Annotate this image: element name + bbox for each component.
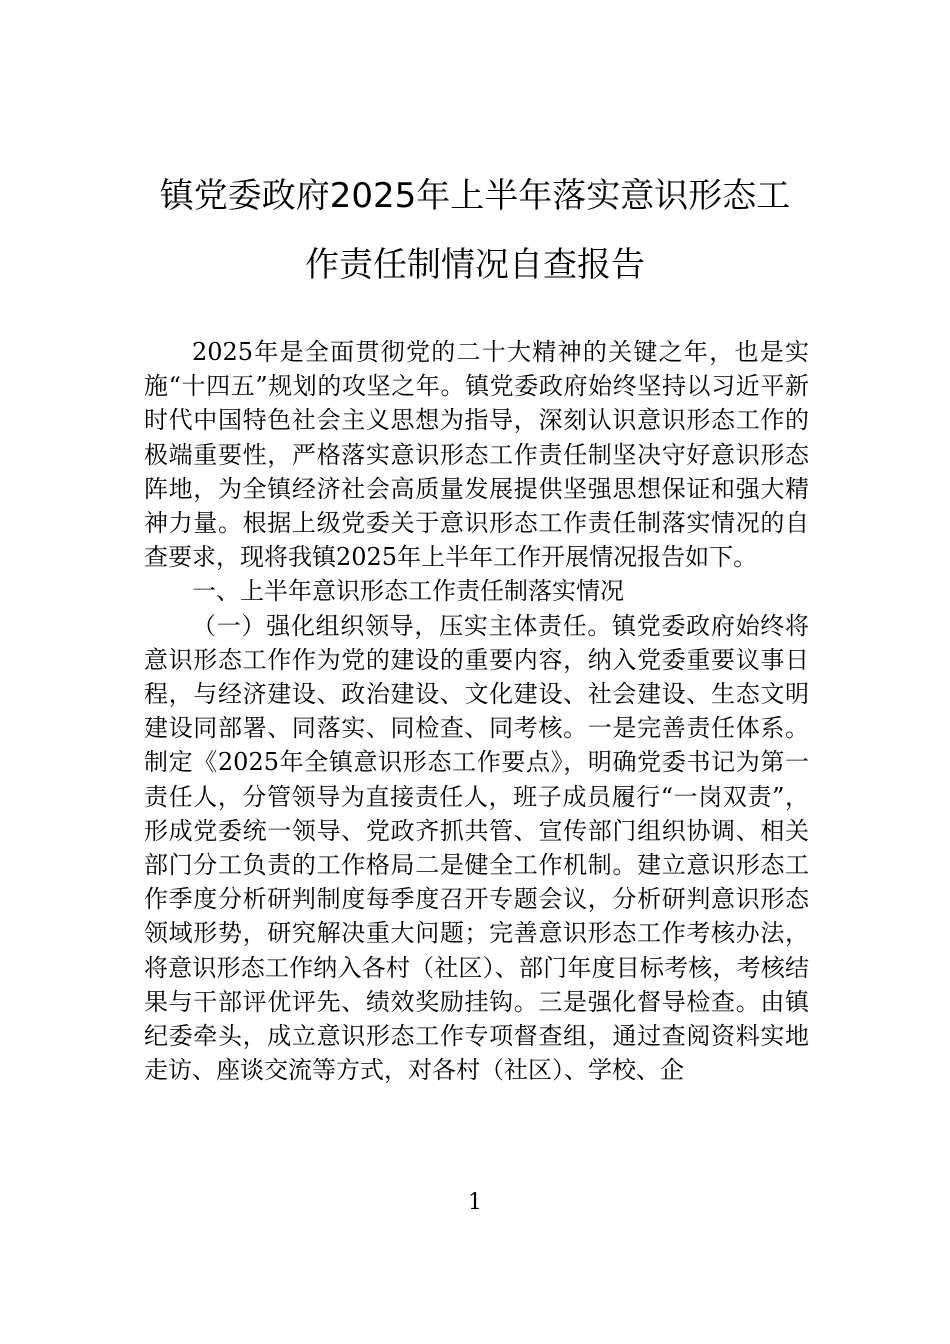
section-heading: 一、上半年意识形态工作责任制落实情况 (192, 577, 624, 606)
document-title-line-2: 作责任制情况自查报告 (305, 245, 645, 285)
document-body (144, 335, 809, 1087)
page-number: 1 (468, 1190, 482, 1215)
document-title-line-1: 镇党委政府2025年上半年落实意识形态工 (159, 176, 791, 216)
intro-paragraph: 2025年是全面贯彻党的二十大精神的关键之年，也是实施“十四五”规划的攻坚之年。镇党委政府始终坚持以习近平新时代中国特色社会主义思想为指导，深刻认识意识形态工作的极端重要性，严格落实意识形态工作责任制坚决守好意识形态阵地，为全镇经济社会高质量发展提供坚强思想保证和强大精神力量。根据上级党委关于意识形态工作责任制落实情况的自查要求，现将我镇2025年上半年工作开展情况报告如下。 (144, 338, 809, 572)
subsection-paragraph: （一）强化组织领导，压实主体责任。镇党委政府始终将意识形态工作作为党的建设的重要内容，纳入党委重要议事日程，与经济建设、政治建设、文化建设、社会建设、生态文明建设同部署、同落实、同检查、同考核。一是完善责任体系。制定《2025年全镇意识形态工作要点》，明确党委书记为第一责任人，分管领导为直接责任人，班子成员履行“一岗双责”，形成党委统一领导、党政齐抓共管、宣传部门组织协调、相关部门分工负责的工作格局二是健全工作机制。建立意识形态工作季度分析研判制度每季度召开专题会议，分析研判意识形态领域形势，研究解决重大问题；完善意识形态工作考核办法，将意识形态工作纳入各村（社区）、部门年度目标考核，考核结果与干部评优评先、绩效奖励挂钩。三是强化督导检查。由镇纪委牵头，成立意识形态工作专项督查组，通过查阅资料实地走访、座谈交流等方式，对各村（社区）、学校、企 (144, 611, 809, 1085)
